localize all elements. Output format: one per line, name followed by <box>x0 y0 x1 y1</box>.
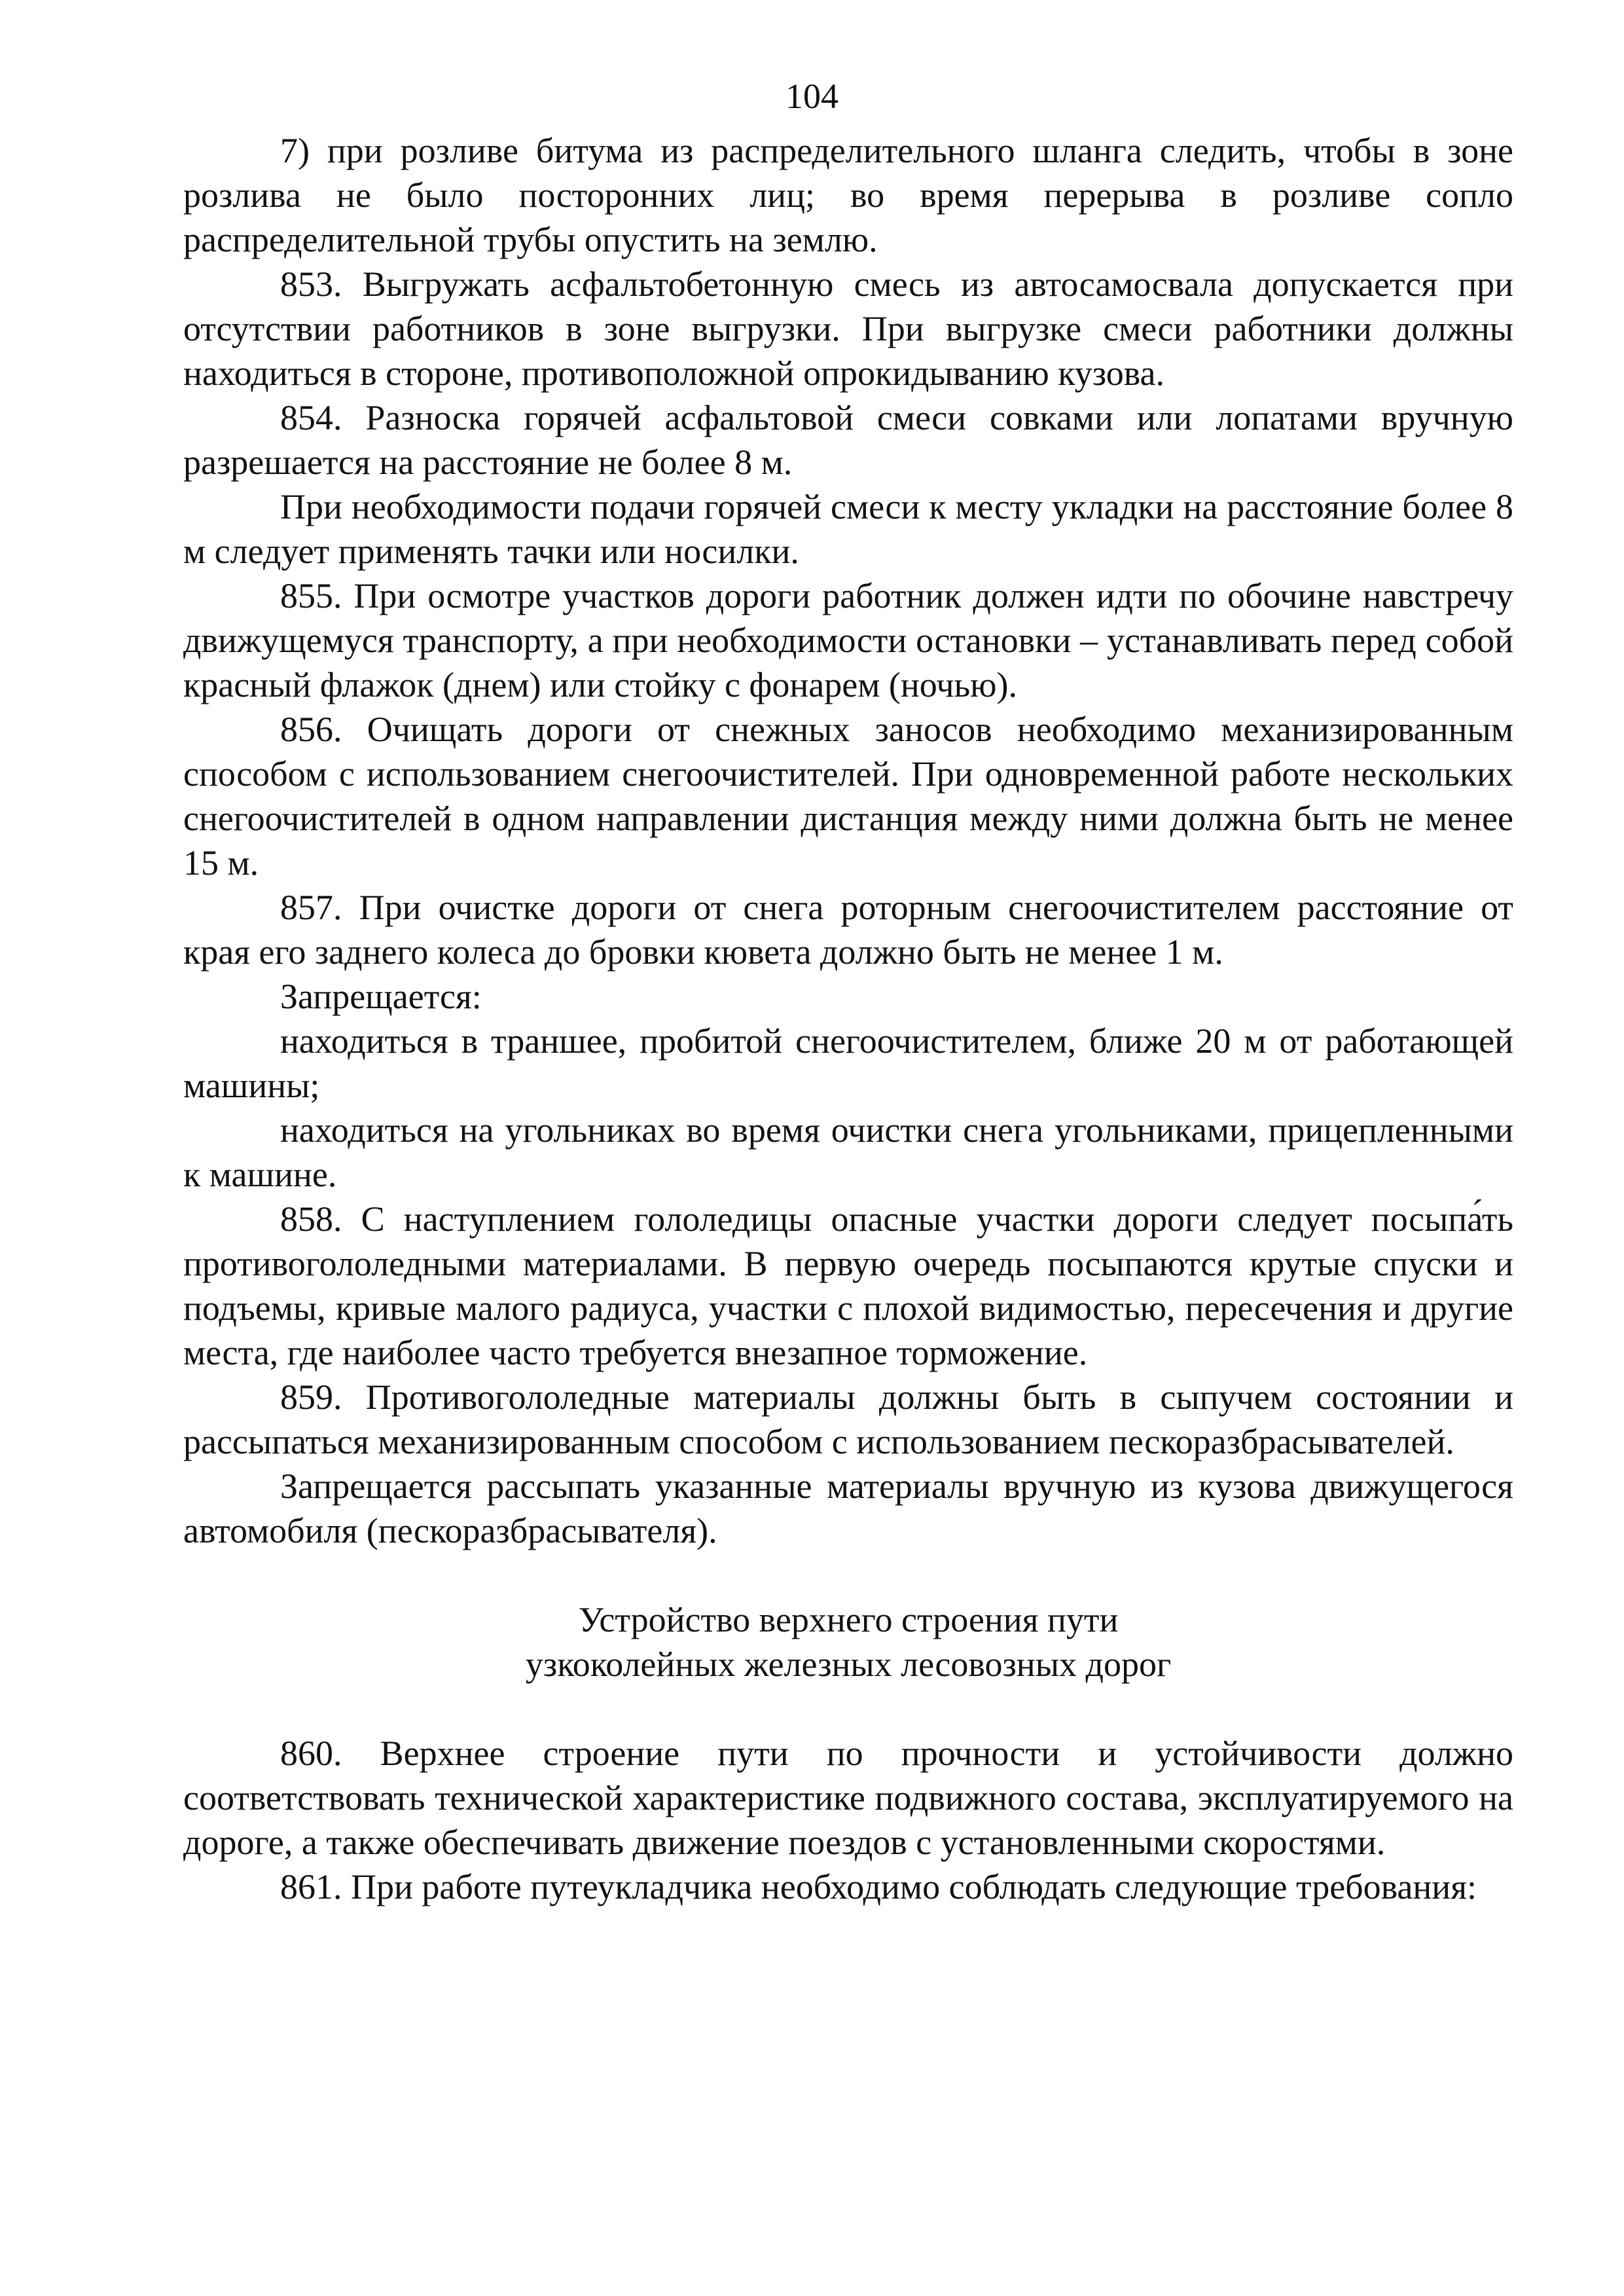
paragraph-857: 857. При очистке дороги от снега роторным снегоочистителем расстояние от края его заднего колеса до бровки кювета должно быть не менее 1 м. <box>183 888 1513 972</box>
section-heading <box>183 1597 1513 1686</box>
paragraph-item-7: 7) при розливе битума из распределительного шланга следить, чтобы в зоне розлива не было посторонних лиц; во время перерыва в розливе сопло распределительной трубы опустить на землю. <box>183 131 1513 259</box>
section-heading-line-1: Устройство верхнего строения пути <box>578 1600 1119 1639</box>
paragraph-856: 856. Очищать дороги от снежных заносов необходимо механизированным способом с использованием снегоочистителей. При одновременной работе нескольких снегоочистителей в одном направлении дистанция между ними должна быть не менее 15 м. <box>183 710 1513 883</box>
paragraph-859-prohibited: Запрещается рассыпать указанные материалы вручную из кузова движущегося автомобиля (пескоразбрасывателя). <box>183 1467 1513 1550</box>
paragraph-prohibited-heading: Запрещается: <box>280 977 482 1016</box>
paragraph-861: 861. При работе путеукладчика необходимо соблюдать следующие требования: <box>280 1867 1477 1906</box>
paragraph-prohibited-item-1: находиться в траншее, пробитой снегоочистителем, ближе 20 м от работающей машины; <box>183 1021 1513 1105</box>
document-body <box>183 128 1513 1909</box>
paragraph-859: 859. Противогололедные материалы должны быть в сыпучем состоянии и рассыпаться механизированным способом с использованием пескоразбрасывателей. <box>183 1377 1513 1461</box>
section-heading-line-2: узкоколейных железных лесовозных дорог <box>525 1645 1172 1684</box>
page-number: 104 <box>785 77 839 116</box>
paragraph-prohibited-item-2: находиться на угольниках во время очистки снега угольниками, прицепленными к машине. <box>183 1110 1513 1194</box>
paragraph-854-continued: При необходимости подачи горячей смеси к месту укладки на расстояние более 8 м следует применять тачки или носилки. <box>183 487 1513 571</box>
paragraph-858: 858. С наступлением гололедицы опасные участки дороги следует посыпа́ть противогололедными материалами. В первую очередь посыпаются крутые спуски и подъемы, кривые малого радиуса, участки с плохой видимостью, пересечения и другие места, где наиболее часто требуется внезапное торможение. <box>183 1199 1513 1372</box>
paragraph-855: 855. При осмотре участков дороги работник должен идти по обочине навстречу движущемуся транспорту, а при необходимости остановки – устанавливать перед собой красный флажок (днем) или стойку с фонарем (ночью). <box>183 576 1513 704</box>
paragraph-853: 853. Выгружать асфальтобетонную смесь из автосамосвала допускается при отсутствии работников в зоне выгрузки. При выгрузке смеси работники должны находиться в стороне, противоположной опрокидыванию кузова. <box>183 264 1513 393</box>
paragraph-860: 860. Верхнее строение пути по прочности и устойчивости должно соответствовать технической характеристике подвижного состава, эксплуатируемого на дороге, а также обеспечивать движение поездов с установленными скоростями. <box>183 1734 1513 1862</box>
paragraph-854: 854. Разноска горячей асфальтовой смеси совками или лопатами вручную разрешается на расстояние не более 8 м. <box>183 398 1513 482</box>
